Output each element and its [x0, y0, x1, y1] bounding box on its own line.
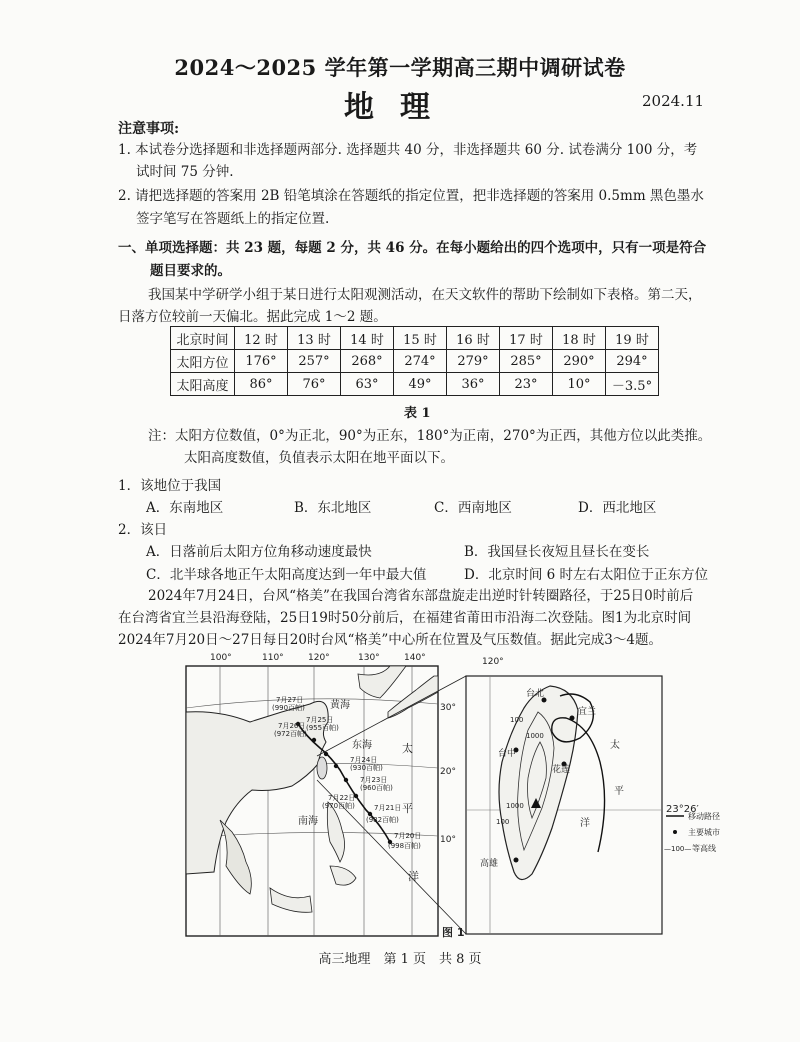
- table-cell: 18 时: [553, 327, 606, 350]
- ocean-label: 平: [402, 802, 413, 815]
- inset-ocean-label: 洋: [580, 818, 590, 829]
- table-cell: 15 时: [394, 327, 447, 350]
- ocean-label: 洋: [408, 870, 419, 883]
- city-label: 花莲: [552, 765, 571, 775]
- track-date: 7月21日: [374, 804, 402, 812]
- table-cell: 17 时: [500, 327, 553, 350]
- city-label: 台北: [526, 689, 545, 699]
- table-cell: 76°: [288, 373, 341, 396]
- taiwan-island: [317, 757, 327, 779]
- legend-item: 主要城市: [688, 828, 720, 837]
- contour-label: 1000: [506, 802, 524, 810]
- table-cell: 274°: [394, 350, 447, 373]
- note-item-2-line-2: 签字笔写在答题纸上的指定位置.: [136, 211, 330, 227]
- lon-label: 140°: [404, 653, 426, 663]
- q1-stem: 1．该地位于我国: [118, 478, 222, 494]
- table-cell: 49°: [394, 373, 447, 396]
- city-label: 宜兰: [578, 707, 597, 717]
- q2-option-a: A．日落前后太阳方位角移动速度最快: [146, 544, 372, 560]
- table-cell: 13 时: [288, 327, 341, 350]
- note-item-2-line-1: 2. 请把选择题的答案用 2B 铅笔填涂在答题纸的指定位置，把非选择题的答案用 0.5mm 黑色墨水: [118, 188, 704, 204]
- table-cell: 290°: [553, 350, 606, 373]
- table-cell: 16 时: [447, 327, 500, 350]
- table-caption: 表 1: [404, 406, 431, 421]
- korea-japan: [358, 666, 406, 698]
- table-row-header: 北京时间: [171, 327, 235, 350]
- track-point: [312, 738, 316, 742]
- lon-label: 110°: [262, 653, 284, 663]
- table-cell: 12 时: [235, 327, 288, 350]
- track-point: [344, 778, 348, 782]
- mindanao: [330, 866, 356, 885]
- exam-date: 2024.11: [642, 92, 705, 110]
- typhoon-line-2: 在台湾省宜兰县沿海登陆，25日19时50分前后，在福建省莆田市沿海二次登陆。图1为北京时间: [118, 610, 692, 626]
- track-date: 7月20日: [394, 832, 422, 840]
- figure-caption: 图 1: [442, 926, 465, 939]
- city-label: 高雄: [480, 859, 499, 869]
- table-cell: 86°: [235, 373, 288, 396]
- track-pressure: (998百帕): [388, 842, 421, 850]
- track-date: 7月24日: [350, 756, 378, 764]
- borneo: [270, 888, 312, 912]
- legend-contour-symbol: —100—: [664, 845, 692, 853]
- contour-label: 100: [510, 716, 524, 724]
- track-pressure: (970百帕): [322, 802, 355, 810]
- table-cell: 268°: [341, 350, 394, 373]
- inset-lon-label: 120°: [482, 657, 504, 667]
- sea-label: 黄海: [330, 700, 350, 711]
- track-point: [324, 752, 328, 756]
- table-note-line-2: 太阳高度数值，负值表示太阳在地平面以下。: [184, 450, 454, 466]
- table-note-line-1: 注：太阳方位数值，0°为正北，90°为正东，180°为正南，270°为正西，其他方位以此类推。: [148, 428, 712, 444]
- lat-label: 20°: [440, 767, 456, 777]
- table-cell: 294°: [606, 350, 659, 373]
- table-row-time: [171, 327, 659, 350]
- table-row-azimuth: [171, 350, 659, 373]
- track-date: 7月27日: [276, 696, 304, 704]
- table-row-header: 太阳高度: [171, 373, 235, 396]
- table-cell: 19 时: [606, 327, 659, 350]
- track-date: 7月23日: [360, 776, 388, 784]
- section1-heading-2: 题目要求的。: [150, 263, 231, 279]
- sea-label: 南海: [298, 816, 318, 827]
- table-cell: 257°: [288, 350, 341, 373]
- q1-option-d: D．西北地区: [578, 500, 657, 516]
- page-footer: 高三地理 第 1 页 共 8 页: [318, 952, 482, 967]
- track-pressure: (972百帕): [274, 730, 307, 738]
- q2-stem: 2．该日: [118, 522, 168, 538]
- typhoon-line-3: 2024年7月20日～27日每日20时台风“格美”中心所在位置及气压数值。据此完成3～4题。: [118, 632, 662, 648]
- table-cell: 176°: [235, 350, 288, 373]
- legend-item: 等高线: [692, 844, 716, 853]
- lat-label: 30°: [440, 703, 456, 713]
- lon-label: 120°: [308, 653, 330, 663]
- section1-heading: 一、单项选择题：共 23 题，每题 2 分，共 46 分。在每小题给出的四个选项中，只有一项是符合: [118, 240, 707, 256]
- table-cell: －3.5°: [606, 373, 659, 396]
- typhoon-map: [180, 652, 740, 942]
- q2-option-c: C．北半球各地正午太阳高度达到一年中最大值: [146, 567, 427, 583]
- track-pressure: (930百帕): [350, 764, 383, 772]
- city-label: 台中: [498, 749, 517, 759]
- exam-title: 2024～2025 学年第一学期高三期中调研试卷: [174, 55, 626, 80]
- subject-title: 地理: [344, 90, 456, 125]
- q2-option-b: B．我国昼长夜短且昼长在变长: [464, 544, 650, 560]
- track-date: 7月25日: [306, 716, 334, 724]
- table-row-header: 太阳方位: [171, 350, 235, 373]
- table-cell: 36°: [447, 373, 500, 396]
- intro-line-1: 我国某中学研学小组于某日进行太阳观测活动，在天文软件的帮助下绘制如下表格。第二天，: [148, 287, 702, 303]
- q1-option-c: C．西南地区: [434, 500, 512, 516]
- japan-islands: [388, 676, 438, 718]
- track-pressure: (955百帕): [306, 724, 339, 732]
- city-dot: [514, 858, 519, 863]
- ocean-label: 太: [402, 742, 413, 755]
- sea-label: 东海: [352, 740, 372, 751]
- track-pressure: (990百帕): [272, 704, 305, 712]
- contour-label: 100: [496, 818, 510, 826]
- table-cell: 14 时: [341, 327, 394, 350]
- track-pressure: (982百帕): [366, 816, 399, 824]
- contour-label: 1000: [526, 732, 544, 740]
- track-pressure: (960百帕): [360, 784, 393, 792]
- table-cell: 63°: [341, 373, 394, 396]
- table-row-altitude: [171, 373, 659, 396]
- sun-table: [170, 326, 659, 396]
- table-cell: 285°: [500, 350, 553, 373]
- intro-line-2: 日落方位较前一天偏北。据此完成 1～2 题。: [118, 309, 387, 325]
- table-cell: 10°: [553, 373, 606, 396]
- table-cell: 23°: [500, 373, 553, 396]
- q2-option-d: D．北京时间 6 时左右太阳位于正东方位: [464, 567, 708, 583]
- q1-option-a: A．东南地区: [146, 500, 224, 516]
- lat-label: 10°: [440, 835, 456, 845]
- city-dot: [570, 716, 575, 721]
- track-date: 7月26日: [278, 722, 306, 730]
- notes-heading: 注意事项:: [118, 121, 180, 137]
- legend-item: 移动路径: [688, 812, 720, 821]
- philippines: [327, 802, 344, 862]
- track-date: 7月22日: [328, 794, 356, 802]
- legend-city-symbol: [673, 830, 677, 834]
- note-item-1-line-2: 试时间 75 分钟.: [136, 164, 234, 180]
- lon-label: 100°: [210, 653, 232, 663]
- map-legend: [664, 811, 720, 853]
- peninsula: [220, 820, 251, 894]
- table-cell: 279°: [447, 350, 500, 373]
- tropic-label: 23°26′: [666, 804, 699, 815]
- track-point: [334, 764, 338, 768]
- typhoon-line-1: 2024年7月24日，台风“格美”在我国台湾省东部盘旋走出逆时针转圈路径，于25日0时前后: [148, 588, 694, 604]
- inset-ocean-label: 平: [614, 786, 624, 797]
- q1-option-b: B．东北地区: [294, 500, 372, 516]
- inset-ocean-label: 太: [610, 740, 620, 751]
- note-item-1-line-1: 1. 本试卷分选择题和非选择题两部分. 选择题共 40 分，非选择题共 60 分. 试卷满分 100 分，考: [118, 142, 698, 158]
- lon-label: 130°: [358, 653, 380, 663]
